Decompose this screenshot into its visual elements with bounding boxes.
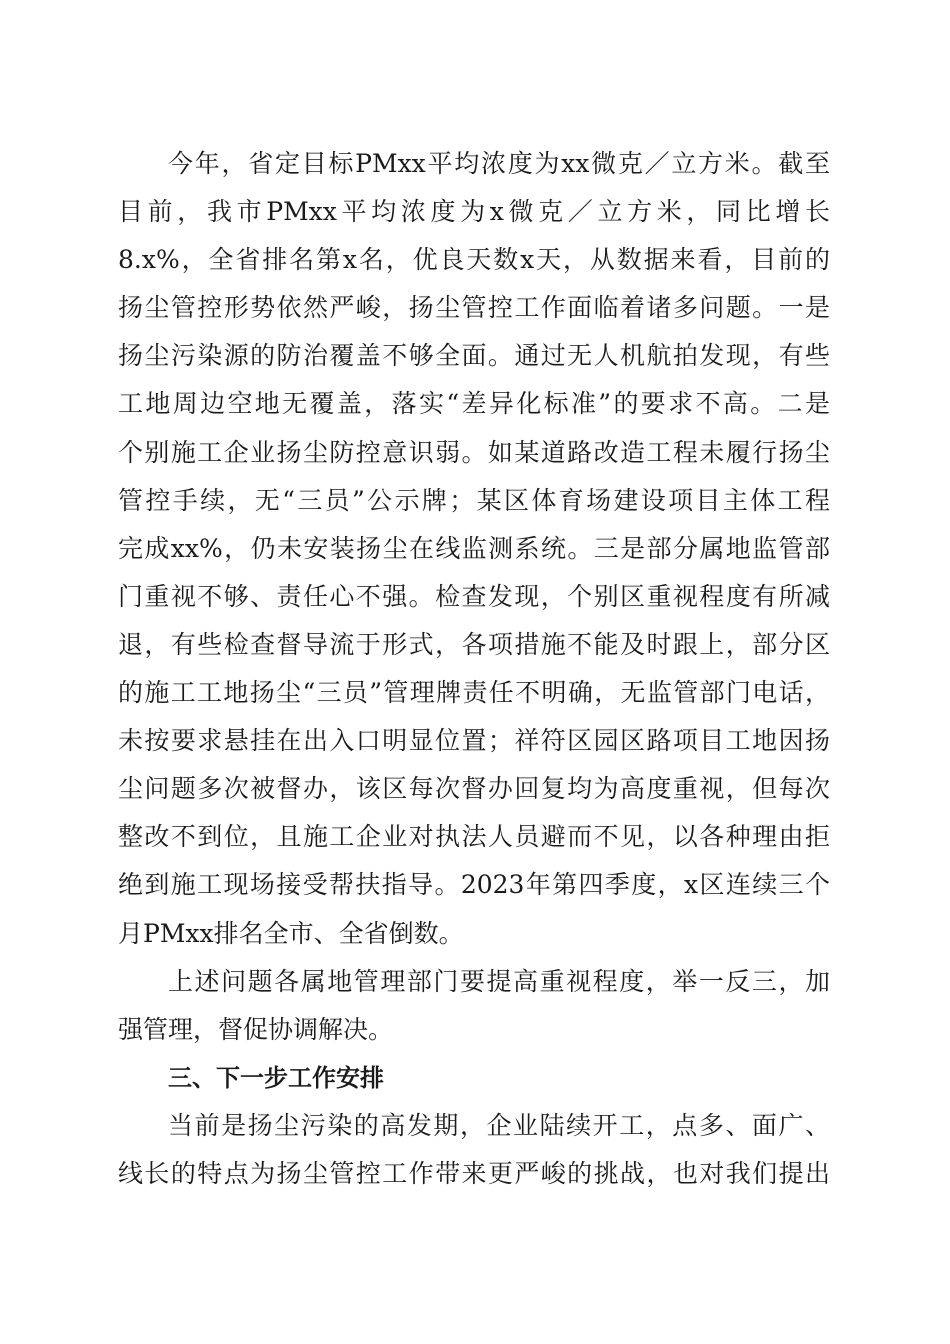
paragraph-line: 尘问题多次被督办，该区每次督办回复均为高度重视，但每次 <box>118 774 830 804</box>
paragraph-line: 扬尘管控形势依然严峻，扬尘管控工作面临着诸多问题。一是 <box>118 293 830 323</box>
section-heading: 三、下一步工作安排 <box>168 1063 384 1092</box>
paragraph-line: 管控手续，无“三员”公示牌；某区体育场建设项目主体工程 <box>118 485 830 515</box>
paragraph-line: 今年，省定目标PMxx平均浓度为xx微克／立方米。截至 <box>168 149 830 178</box>
paragraph-line: 扬尘污染源的防治覆盖不够全面。通过无人机航拍发现，有些 <box>118 341 830 371</box>
paragraph-line: 未按要求悬挂在出入口明显位置；祥符区园区路项目工地因扬 <box>118 726 830 756</box>
paragraph-line: 强管理，督促协调解决。 <box>118 1014 394 1044</box>
paragraph-line: 线长的特点为扬尘管控工作带来更严峻的挑战，也对我们提出 <box>118 1158 830 1188</box>
paragraph-line: 完成xx%，仍未安装扬尘在线监测系统。三是部分属地监管部 <box>118 533 830 563</box>
paragraph-line: 的施工工地扬尘“三员”管理牌责任不明确，无监管部门电话， <box>118 678 830 708</box>
paragraph-line: 8.x%，全省排名第x名，优良天数x天，从数据来看，目前的 <box>118 245 830 275</box>
paragraph-line: 当前是扬尘污染的高发期，企业陆续开工，点多、面广、 <box>168 1110 830 1140</box>
paragraph-line: 上述问题各属地管理部门要提高重视程度，举一反三，加 <box>168 966 830 996</box>
paragraph-line: 目前，我市PMxx平均浓度为x微克／立方米，同比增长 <box>118 197 830 227</box>
paragraph-line: 整改不到位，且施工企业对执法人员避而不见，以各种理由拒 <box>118 822 830 852</box>
paragraph-line: 绝到施工现场接受帮扶指导。2023年第四季度，x区连续三个 <box>118 870 830 900</box>
paragraph-line: 个别施工企业扬尘防控意识弱。如某道路改造工程未履行扬尘 <box>118 437 830 467</box>
paragraph-line: 月PMxx排名全市、全省倒数。 <box>118 918 464 948</box>
document-body <box>118 140 830 1198</box>
paragraph-line: 工地周边空地无覆盖，落实“差异化标准”的要求不高。二是 <box>118 389 830 419</box>
paragraph-line: 退，有些检查督导流于形式，各项措施不能及时跟上，部分区 <box>118 629 830 659</box>
paragraph-line: 门重视不够、责任心不强。检查发现，个别区重视程度有所减 <box>118 581 830 611</box>
